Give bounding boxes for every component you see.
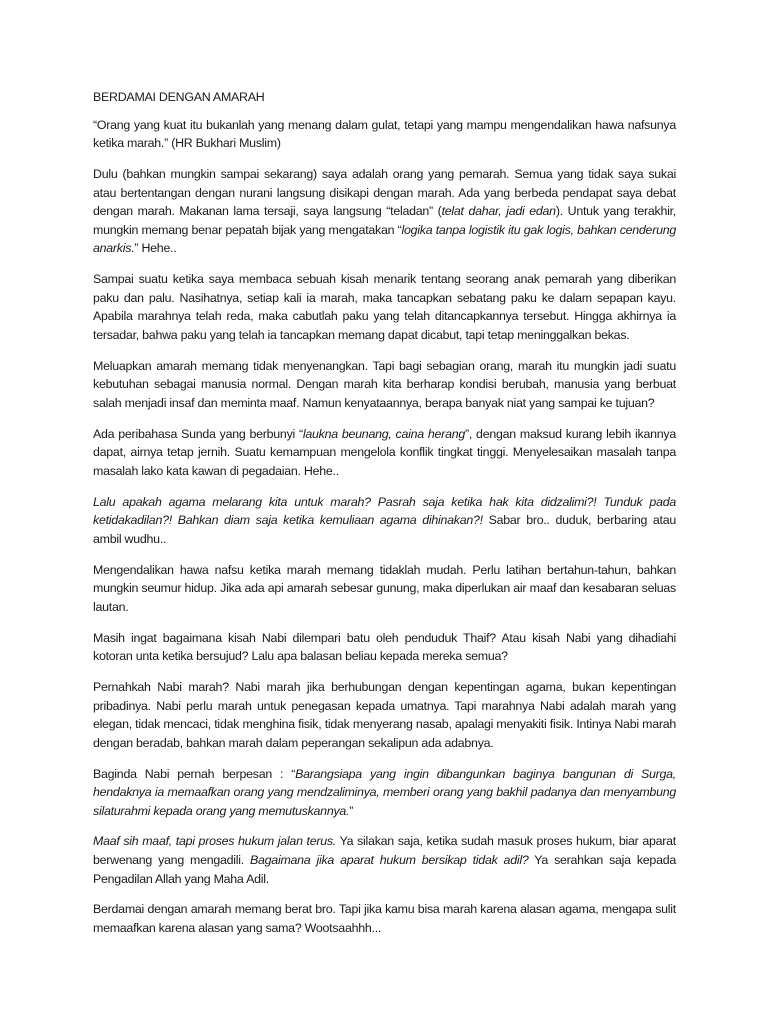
italic-text: Maaf sih maaf, tapi proses hukum jalan terus. [93, 834, 336, 849]
text: “Orang yang kuat itu bukanlah yang menang dalam gulat, tetapi yang mampu mengendalikan hawa nafsunya ketika marah.” (HR Bukhari Muslim) [93, 117, 676, 151]
italic-text: logika tanpa logistik itu gak logis, bahkan cenderung anarkis. [93, 222, 676, 256]
paragraph [93, 357, 676, 413]
italic-text: Barangsiapa yang ingin dibangunkan baginya bangunan di Surga, hendaknya ia memaafkan orang yang mendzaliminya, memberi orang yang bakhil padanya dan menyambung silaturahmi kepada orang yang memutuskannya. [93, 766, 676, 818]
italic-text: Bagaimana jika aparat hukum bersikap tidak adil? [250, 853, 529, 868]
text: Mengendalikan hawa nafsu ketika marah memang tidaklah mudah. Perlu latihan bertahun-tahun, bahkan mungkin seumur hidup. Jika ada api amarah sebesar gunung, maka diperlukan air maaf dan kesabaran seluas lautan. [93, 562, 676, 614]
text: ). Untuk yang terakhir, mungkin memang benar pepatah bijak yang mengatakan “ [93, 204, 676, 237]
text: Ya serahkan saja kepada Pengadilan Allah yang Maha Adil. [93, 853, 676, 886]
paragraph [93, 832, 676, 888]
document-page [93, 88, 676, 950]
italic-text: laukna beunang, caina herang [302, 426, 465, 441]
paragraph [93, 765, 676, 821]
text: Berdamai dengan amarah memang berat bro. Tapi jika kamu bisa marah karena alasan agama, mengapa sulit memaafkan karena alasan yang sama? Wootsaahhh... [93, 902, 676, 936]
paragraph [93, 561, 676, 617]
text: Dulu (bahkan mungkin sampai sekarang) saya adalah orang yang pemarah. Semua yang tidak saya sukai atau bertentangan dengan nurani langsung disikapi dengan marah. Ada yang berbeda pendapat saya debat dengan marah. Makanan lama tersaji, saya langsung “teladan” ( [93, 166, 676, 219]
paragraph [93, 425, 676, 481]
italic-text: telat dahar, jadi edan [441, 204, 556, 219]
text: Meluapkan amarah memang tidak menyenangkan. Tapi bagi sebagian orang, marah itu mungkin jadi suatu kebutuhan sebagai manusia normal. Dengan marah kita berharap kondisi berubah, manusia yang berbuat salah menjadi insaf dan meminta maaf. Namun kenyataannya, berapa banyak niat yang sampai ke tujuan? [93, 358, 676, 410]
paragraph [93, 678, 676, 752]
text: Sabar bro.. duduk, berbaring atau ambil wudhu.. [93, 513, 676, 546]
paragraph [93, 493, 676, 549]
paragraph [93, 629, 676, 666]
text: Sampai suatu ketika saya membaca sebuah kisah menarik tentang seorang anak pemarah yang diberikan paku dan palu. Nasihatnya, setiap kali ia marah, maka tancapkan sebatang paku ke dalam sepapan kayu. Apabila marahnya telah reda, maka cabutlah paku yang telah ditancapkannya tersebut. Hingga akhirnya ia tersadar, bahwa paku yang telah ia tancapkan memang dapat dicabut, tapi tetap meninggalkan bekas. [93, 272, 676, 342]
paragraph [93, 165, 676, 258]
text: Baginda Nabi pernah berpesan : “ [93, 766, 296, 781]
paragraph [93, 116, 676, 153]
text: ” Hehe.. [134, 241, 177, 256]
text: Ada peribahasa Sunda yang berbunyi “ [93, 426, 303, 441]
text: Ya silakan saja, ketika sudah masuk proses hukum, biar aparat berwenang yang mengadili. [93, 834, 676, 868]
text: ” [349, 803, 354, 818]
document-title: BERDAMAI DENGAN AMARAH [93, 90, 265, 104]
paragraph [93, 900, 676, 937]
text: Pernahkah Nabi marah? Nabi marah jika berhubungan dengan kepentingan agama, bukan kepentingan pribadinya. Nabi perlu marah untuk penegasan kepada umatnya. Tapi marahnya Nabi adalah marah yang elegan, tidak mencaci, tidak menghina fisik, tidak menyerang nasab, apalagi menyakiti fisik. Intinya Nabi marah dengan beradab, bahkan marah dalam peperangan sekalipun ada adabnya. [93, 679, 676, 750]
text: ”, dengan maksud kurang lebih ikannya dapat, airnya tetap jernih. Suatu kemampuan mengelola konflik tingkat tinggi. Menyelesaikan masalah tanpa masalah lako kata kawan di pegadaian. Hehe.. [93, 426, 676, 478]
text: Masih ingat bagaimana kisah Nabi dilempari batu oleh penduduk Thaif? Atau kisah Nabi yang dihadiahi kotoran unta ketika bersujud? Lalu apa balasan beliau kepada mereka semua? [93, 630, 676, 664]
paragraph [93, 270, 676, 344]
italic-text: Lalu apakah agama melarang kita untuk marah? Pasrah saja ketika hak kita didzalimi?! Tunduk pada ketidakadilan?! Bahkan diam saja ketika kemuliaan agama dihinakan?! [93, 494, 676, 528]
